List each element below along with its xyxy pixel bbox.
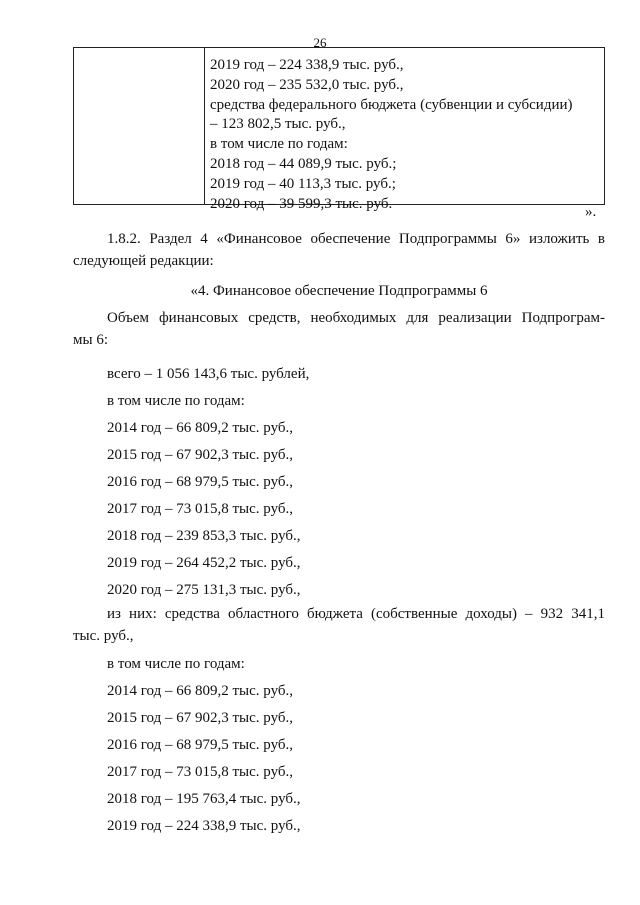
year-line: 2018 год – 195 763,4 тыс. руб., bbox=[107, 791, 301, 807]
year-line: 2015 год – 67 902,3 тыс. руб., bbox=[107, 447, 294, 463]
table-cell-line: 2020 год – 235 532,0 тыс. руб., bbox=[210, 76, 404, 93]
paragraph-1-8-2 bbox=[73, 229, 605, 272]
table-cell-line: средства федерального бюджета (субвенции и субсидии) bbox=[210, 96, 573, 113]
table-column-divider bbox=[204, 48, 205, 204]
regional-budget-paragraph bbox=[73, 604, 605, 647]
paragraph-line: 1.8.2. Раздел 4 «Финансовое обеспечение Подпрограммы 6» изложить в bbox=[107, 231, 605, 247]
intro-paragraph bbox=[73, 308, 605, 351]
paragraph-line: Объем финансовых средств, необходимых для реализации Подпрограм- bbox=[107, 310, 605, 326]
closing-quote: ». bbox=[585, 204, 597, 220]
table-cell-line: 2019 год – 224 338,9 тыс. руб., bbox=[210, 57, 404, 73]
table-cell-line: – 123 802,5 тыс. руб., bbox=[210, 116, 346, 133]
year-line: 2019 год – 264 452,2 тыс. руб., bbox=[107, 555, 301, 571]
year-line: 2019 год – 224 338,9 тыс. руб., bbox=[107, 818, 301, 834]
year-line: 2017 год – 73 015,8 тыс. руб., bbox=[107, 501, 294, 517]
year-line: 2020 год – 275 131,3 тыс. руб., bbox=[107, 582, 301, 598]
paragraph-line: тыс. руб., bbox=[73, 627, 134, 644]
year-line: 2017 год – 73 015,8 тыс. руб., bbox=[107, 764, 294, 780]
section-heading bbox=[73, 281, 605, 303]
section-heading-text: «4. Финансовое обеспечение Подпрограммы 6 bbox=[190, 283, 488, 299]
funding-table bbox=[73, 47, 605, 212]
total-line: всего – 1 056 143,6 тыс. рублей, bbox=[107, 366, 310, 382]
table-cell-line: 2018 год – 44 089,9 тыс. руб.; bbox=[210, 155, 397, 172]
page-number: 26 bbox=[313, 35, 327, 50]
year-line: 2016 год – 68 979,5 тыс. руб., bbox=[107, 474, 294, 490]
by-years-label: в том числе по годам: bbox=[107, 656, 245, 672]
year-line: 2016 год – 68 979,5 тыс. руб., bbox=[107, 737, 294, 753]
table-cell-line: 2020 год – 39 599,3 тыс. руб. bbox=[210, 195, 393, 212]
year-line: 2014 год – 66 809,2 тыс. руб., bbox=[107, 683, 294, 699]
table-cell-line: в том числе по годам: bbox=[210, 136, 348, 153]
regional-years-list bbox=[73, 651, 605, 840]
year-line: 2018 год – 239 853,3 тыс. руб., bbox=[107, 528, 301, 544]
table-cell-line: 2019 год – 40 113,3 тыс. руб.; bbox=[210, 175, 396, 192]
paragraph-line: мы 6: bbox=[73, 331, 108, 348]
funding-total-list bbox=[73, 361, 605, 604]
by-years-label: в том числе по годам: bbox=[107, 393, 245, 409]
paragraph-line: следующей редакции: bbox=[73, 252, 214, 269]
paragraph-line: из них: средства областного бюджета (собственные доходы) – 932 341,1 bbox=[107, 606, 605, 622]
year-line: 2014 год – 66 809,2 тыс. руб., bbox=[107, 420, 294, 436]
table-cell-funding-details bbox=[210, 56, 600, 214]
year-line: 2015 год – 67 902,3 тыс. руб., bbox=[107, 710, 294, 726]
